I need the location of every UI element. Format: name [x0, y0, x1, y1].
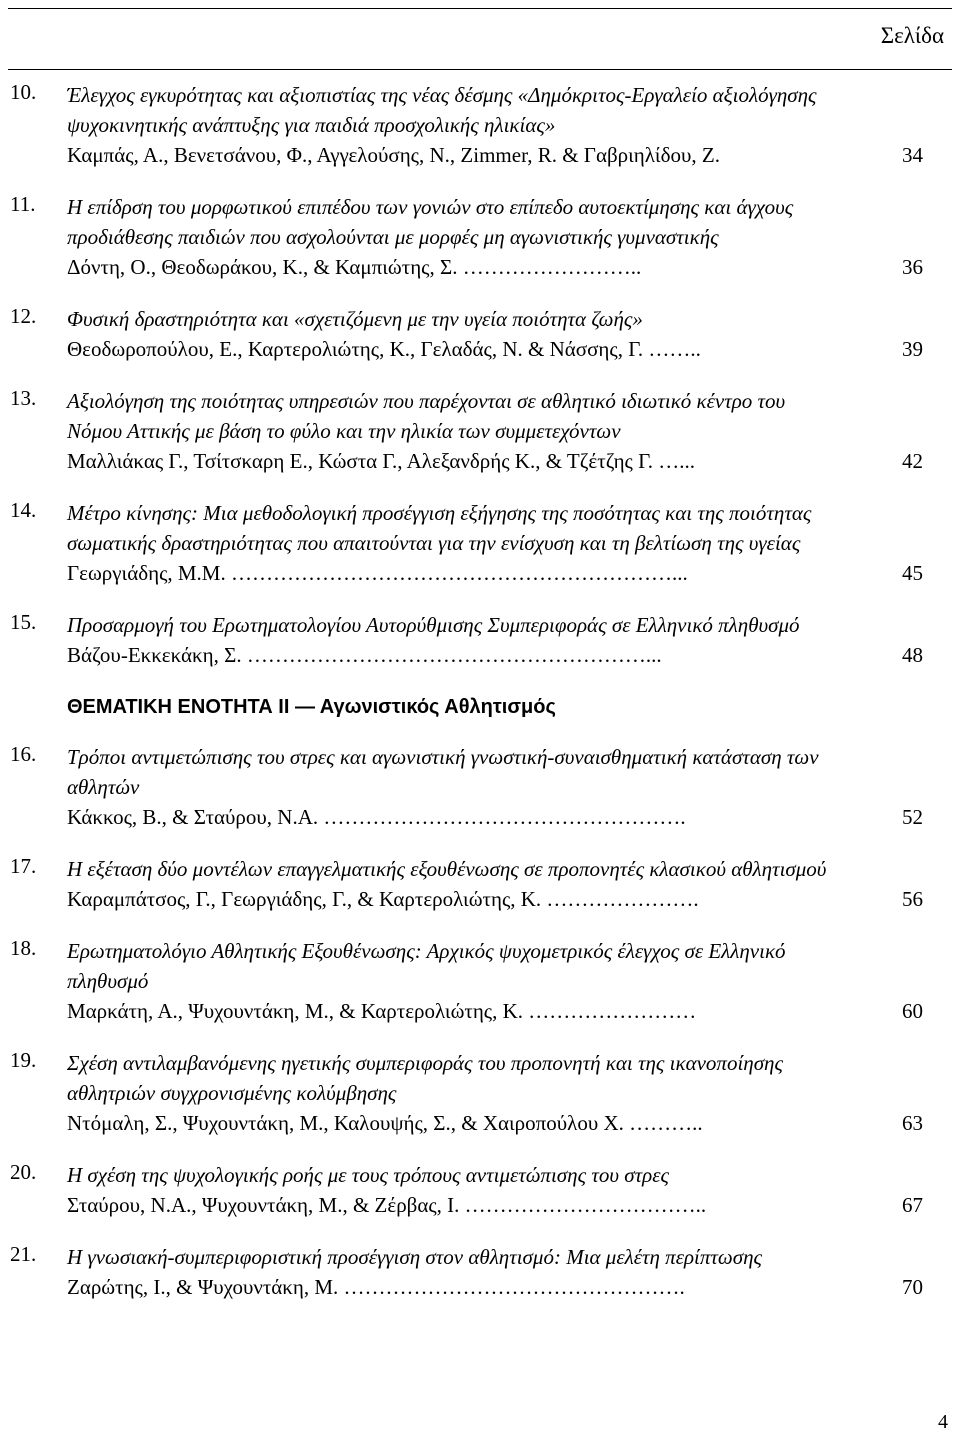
- toc-entry[interactable]: [0, 854, 960, 914]
- entry-authors: Θεοδωροπούλου, Ε., Καρτερολιώτης, Κ., Γελαδάς, Ν. & Νάσσης, Γ. ……..: [67, 337, 701, 361]
- entry-title: Σχέση αντιλαμβανόμενης ηγετικής συμπεριφοράς του προπονητή και της ικανοποίησης αθλητριών συγχρονισμένης κολύμβησης: [67, 1051, 783, 1105]
- page-column-label: Σελίδα: [880, 23, 944, 48]
- entry-title: Η γνωσιακή-συμπεριφοριστική προσέγγιση στον αθλητισμό: Μια μελέτη περίπτωσης: [67, 1245, 763, 1269]
- entry-title: Τρόποι αντιμετώπισης του στρες και αγωνιστική γνωστική-συναισθηματική κατάσταση των αθλητών: [67, 745, 819, 799]
- toc-entry[interactable]: [0, 192, 960, 282]
- entry-title: Η σχέση της ψυχολογικής ροής με τους τρόπους αντιμετώπισης του στρες: [67, 1163, 669, 1187]
- entry-authors: Γεωργιάδης, Μ.Μ. ………………………………………………………...: [67, 561, 688, 585]
- entry-authors: Κάκκος, Β., & Σταύρου, Ν.Α. …………………………………………….: [67, 805, 686, 829]
- entry-number: 11.: [10, 192, 36, 216]
- entry-title: Προσαρμογή του Ερωτηματολογίου Αυτορύθμισης Συμπεριφοράς σε Ελληνικό πληθυσμό: [67, 613, 800, 637]
- entry-title: Έλεγχος εγκυρότητας και αξιοπιστίας της νέας δέσμης «Δημόκριτος-Εργαλείο αξιολόγησης ψυχοκινητικής ανάπτυξης για παιδιά προσχολικής ηλικίας»: [67, 83, 817, 137]
- entry-authors: Καραμπάτσος, Γ., Γεωργιάδης, Γ., & Καρτερολιώτης, Κ. ………………….: [67, 887, 699, 911]
- toc-entry[interactable]: [0, 1242, 960, 1302]
- entry-authors: Βάζου-Εκκεκάκη, Σ. …………………………………………………...: [67, 643, 662, 667]
- entry-authors: Δόντη, Ο., Θεοδωράκου, Κ., & Καμπιώτης, Σ. ……………………..: [67, 255, 642, 279]
- entry-title: Η εξέταση δύο μοντέλων επαγγελματικής εξουθένωσης σε προπονητές κλασικού αθλητισμού: [67, 857, 827, 881]
- entry-title: Η επίδρση του μορφωτικού επιπέδου των γονιών στο επίπεδο αυτοεκτίμησης και άγχους προδιάθεσης παιδιών που ασχολούνται με μορφές μη αγωνιστικής γυμναστικής: [67, 195, 794, 249]
- entry-page: 39: [902, 337, 923, 361]
- table-of-contents: [0, 80, 960, 1324]
- entry-page: 67: [902, 1193, 923, 1217]
- page-header: [8, 8, 952, 70]
- entry-title: Μέτρο κίνησης: Μια μεθοδολογική προσέγγιση εξήγησης της ποσότητας και της ποιότητας σωματικής δραστηριότητας που απαιτούνται για την ενίσχυση και τη βελτίωση της υγείας: [67, 501, 812, 555]
- entry-number: 18.: [10, 936, 37, 960]
- page-number: 4: [938, 1411, 948, 1433]
- entry-number: 14.: [10, 498, 37, 522]
- entry-number: 19.: [10, 1048, 37, 1072]
- toc-entry[interactable]: [0, 610, 960, 670]
- entry-title: Αξιολόγηση της ποιότητας υπηρεσιών που παρέχονται σε αθλητικό ιδιωτικό κέντρο του Νόμου Αττικής με βάση το φύλο και την ηλικία των συμμετεχόντων: [67, 389, 786, 443]
- entry-number: 21.: [10, 1242, 37, 1266]
- entry-number: 15.: [10, 610, 37, 634]
- toc-entry[interactable]: [0, 1048, 960, 1138]
- toc-entry[interactable]: [0, 386, 960, 476]
- entry-authors: Σταύρου, Ν.Α., Ψυχουντάκη, Μ., & Ζέρβας, Ι. ……………………………..: [67, 1193, 707, 1217]
- entry-number: 10.: [10, 80, 37, 104]
- entry-page: 42: [902, 449, 923, 473]
- entry-page: 36: [902, 255, 923, 279]
- entry-number: 16.: [10, 742, 37, 766]
- entry-number: 13.: [10, 386, 37, 410]
- entry-page: 34: [902, 143, 923, 167]
- entry-authors: Ντόμαλη, Σ., Ψυχουντάκη, Μ., Καλουψής, Σ., & Χαιροπούλου Χ. ………..: [67, 1111, 703, 1135]
- toc-entry[interactable]: [0, 1160, 960, 1220]
- entry-page: 48: [902, 643, 923, 667]
- entry-authors: Ζαρώτης, Ι., & Ψυχουντάκη, Μ. ………………………………………….: [67, 1275, 685, 1299]
- section-heading: ΘΕΜΑΤΙΚΗ ΕΝΟΤΗΤΑ ΙΙ ― Αγωνιστικός Αθλητισμός: [67, 696, 556, 718]
- entry-title: Ερωτηματολόγιο Αθλητικής Εξουθένωσης: Αρχικός ψυχομετρικός έλεγχος σε Ελληνικό πληθυσμό: [67, 939, 786, 993]
- entry-title: Φυσική δραστηριότητα και «σχετιζόμενη με την υγεία ποιότητα ζωής»: [67, 307, 643, 331]
- toc-entry[interactable]: [0, 304, 960, 364]
- entry-number: 12.: [10, 304, 37, 328]
- entry-authors: Μαλλιάκας Γ., Τσίτσκαρη Ε., Κώστα Γ., Αλεξανδρής Κ., & Τζέτζης Γ. …...: [67, 449, 695, 473]
- entry-page: 70: [902, 1275, 923, 1299]
- entry-page: 45: [902, 561, 923, 585]
- toc-entry[interactable]: [0, 80, 960, 170]
- entry-page: 60: [902, 999, 923, 1023]
- entry-page: 56: [902, 887, 923, 911]
- toc-entry[interactable]: [0, 742, 960, 832]
- entry-number: 20.: [10, 1160, 37, 1184]
- toc-entry[interactable]: [0, 936, 960, 1026]
- entry-authors: Μαρκάτη, Α., Ψυχουντάκη, Μ., & Καρτερολιώτης, Κ. ……………………: [67, 999, 697, 1023]
- entry-number: 17.: [10, 854, 37, 878]
- entry-page: 63: [902, 1111, 923, 1135]
- entry-page: 52: [902, 805, 923, 829]
- entry-authors: Καμπάς, Α., Βενετσάνου, Φ., Αγγελούσης, Ν., Zimmer, R. & Γαβριηλίδου, Ζ.: [67, 143, 720, 167]
- toc-entry[interactable]: [0, 498, 960, 588]
